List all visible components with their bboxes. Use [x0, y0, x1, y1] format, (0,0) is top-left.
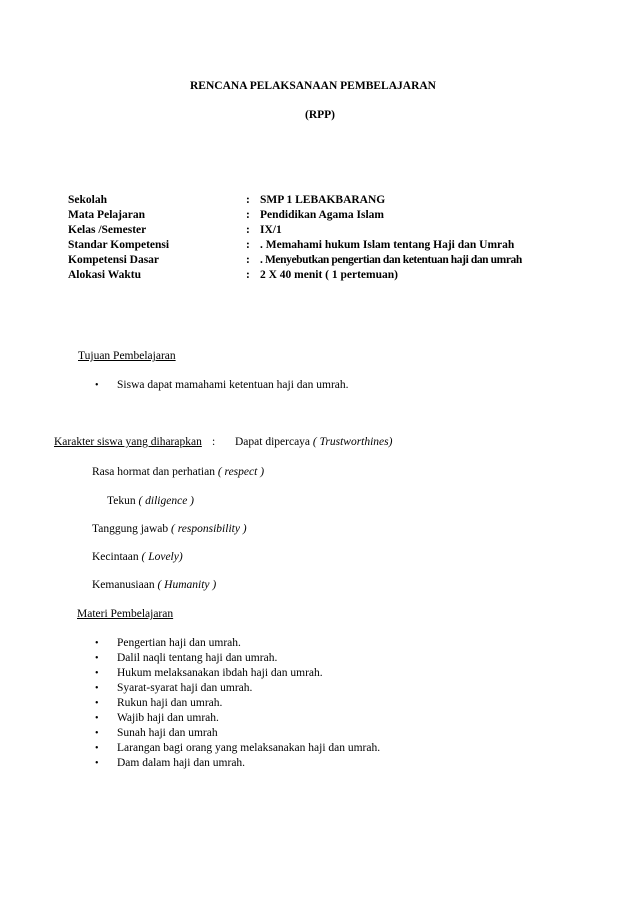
info-label-alokasi-waktu: Alokasi Waktu [68, 269, 141, 281]
materi-item: Pengertian haji dan umrah. [117, 637, 241, 649]
document-title: RENCANA PELAKSANAAN PEMBELAJARAN [190, 80, 436, 92]
info-value-alokasi-waktu: 2 X 40 menit ( 1 pertemuan) [260, 269, 398, 281]
karakter-colon: : [212, 436, 216, 448]
materi-item: Dam dalam haji dan umrah. [117, 757, 246, 769]
tujuan-heading: Tujuan Pembelajaran [78, 350, 176, 362]
info-colon: : [246, 239, 250, 251]
materi-item: Dalil naqli tentang haji dan umrah. [117, 652, 278, 664]
materi-item: Hukum melaksanakan ibdah haji dan umrah. [117, 667, 323, 679]
info-colon: : [246, 254, 250, 266]
bullet-icon: • [95, 653, 99, 664]
karakter-label: Karakter siswa yang diharapkan [54, 436, 202, 448]
materi-item: Sunah haji dan umrah [117, 727, 218, 739]
info-label-kompetensi-dasar: Kompetensi Dasar [68, 254, 160, 266]
info-colon: : [246, 209, 250, 221]
karakter-item: Tekun ( diligence ) [107, 495, 195, 507]
karakter-item: Kemanusiaan ( Humanity ) [92, 579, 217, 591]
info-value-mata-pelajaran: Pendidikan Agama Islam [260, 209, 384, 221]
info-value-kompetensi-dasar: . Menyebutkan pengertian dan ketentuan haji dan umrah [260, 254, 522, 266]
info-label-mata-pelajaran: Mata Pelajaran [68, 209, 145, 221]
bullet-icon: • [95, 698, 99, 709]
info-label-kelas: Kelas /Semester [68, 224, 147, 236]
tujuan-item: Siswa dapat mamahami ketentuan haji dan umrah. [117, 379, 349, 391]
karakter-item: Kecintaan ( Lovely) [92, 551, 183, 563]
karakter-first-value [235, 435, 392, 449]
bullet-icon: • [95, 743, 99, 754]
materi-item: Rukun haji dan umrah. [117, 697, 223, 709]
karakter-first-en: ( Trustworthines) [312, 436, 393, 448]
document-subtitle: (RPP) [305, 109, 336, 121]
karakter-item: Rasa hormat dan perhatian ( respect ) [92, 466, 265, 478]
bullet-icon: • [95, 638, 99, 649]
karakter-item: Tanggung jawab ( responsibility ) [92, 523, 247, 535]
info-value-standar-kompetensi: . Memahami hukum Islam tentang Haji dan Umrah [260, 239, 515, 251]
materi-item: Wajib haji dan umrah. [117, 712, 219, 724]
bullet-icon: • [95, 668, 99, 679]
karakter-first-text: Dapat dipercaya [235, 436, 311, 448]
bullet-icon: • [95, 380, 99, 391]
info-colon: : [246, 224, 250, 236]
bullet-icon: • [95, 713, 99, 724]
materi-item: Larangan bagi orang yang melaksanakan haji dan umrah. [117, 742, 381, 754]
bullet-icon: • [95, 758, 99, 769]
info-label-sekolah: Sekolah [68, 194, 107, 206]
info-value-kelas: IX/1 [260, 224, 282, 236]
info-value-sekolah: SMP 1 LEBAKBARANG [260, 194, 386, 206]
bullet-icon: • [95, 683, 99, 694]
info-colon: : [246, 194, 250, 206]
materi-heading: Materi Pembelajaran [77, 608, 174, 620]
bullet-icon: • [95, 728, 99, 739]
info-label-standar-kompetensi: Standar Kompetensi [68, 239, 170, 251]
materi-item: Syarat-syarat haji dan umrah. [117, 682, 253, 694]
info-colon: : [246, 269, 250, 281]
